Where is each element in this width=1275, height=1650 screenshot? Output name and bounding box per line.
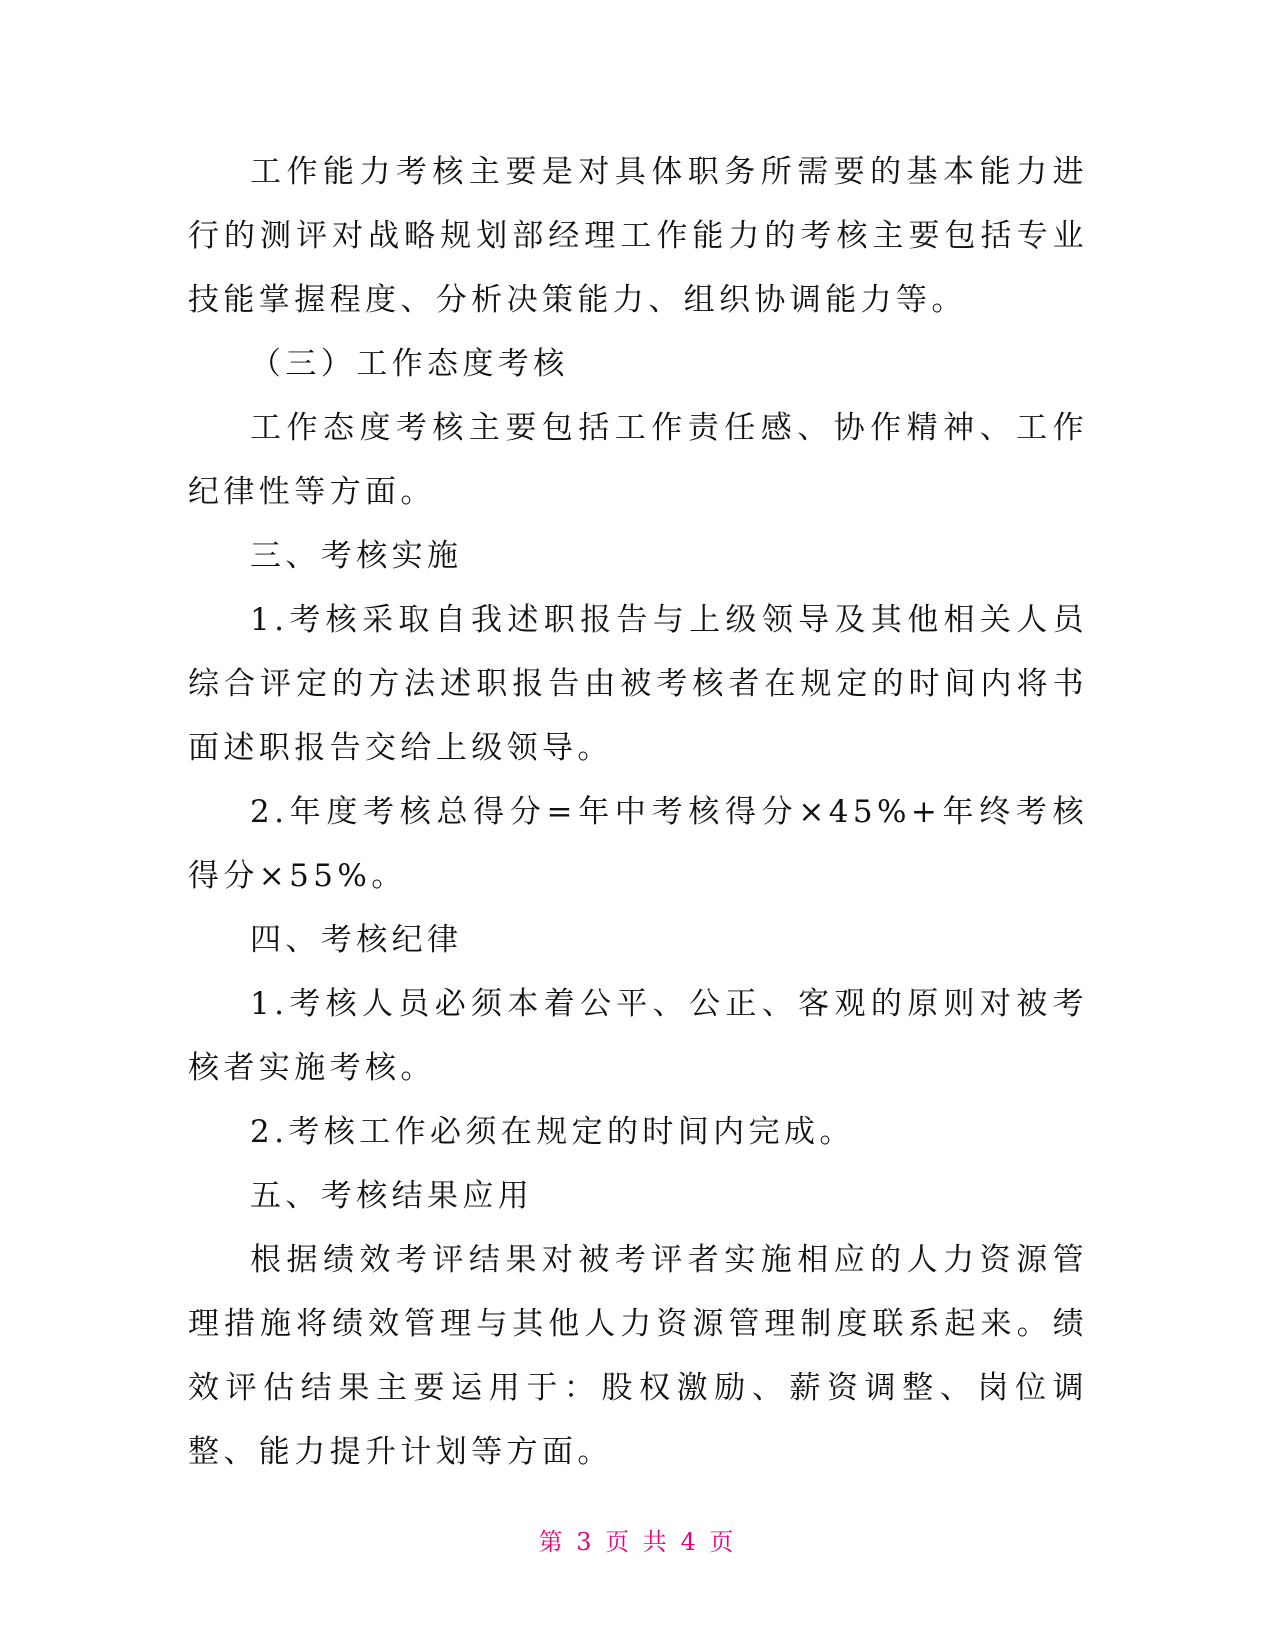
paragraph-work-attitude: 工作态度考核主要包括工作责任感、协作精神、工作纪律性等方面。	[188, 410, 1088, 510]
heading-discipline: 四、考核纪律	[250, 922, 463, 958]
paragraph-discipline-1: 1.考核人员必须本着公平、公正、客观的原则对被考核者实施考核。	[188, 986, 1088, 1086]
page-number-footer: 第 3 页 共 4 页	[538, 1528, 737, 1556]
document-body	[188, 140, 1088, 1484]
paragraph-implementation-2: 2.年度考核总得分=年中考核得分×45%+年终考核得分×55%。	[188, 794, 1088, 894]
heading-results-application: 五、考核结果应用	[250, 1178, 534, 1214]
paragraph-discipline-2: 2.考核工作必须在规定的时间内完成。	[250, 1114, 855, 1150]
paragraph-work-ability: 工作能力考核主要是对具体职务所需要的基本能力进行的测评对战略规划部经理工作能力的考核主要包括专业技能掌握程度、分析决策能力、组织协调能力等。	[188, 154, 1088, 318]
heading-implementation: 三、考核实施	[250, 538, 463, 574]
paragraph-implementation-1: 1.考核采取自我述职报告与上级领导及其他相关人员综合评定的方法述职报告由被考核者在规定的时间内将书面述职报告交给上级领导。	[188, 602, 1088, 766]
heading-work-attitude: （三）工作态度考核	[250, 346, 569, 382]
paragraph-results-application: 根据绩效考评结果对被考评者实施相应的人力资源管理措施将绩效管理与其他人力资源管理制度联系起来。绩效评估结果主要运用于：股权激励、薪资调整、岗位调整、能力提升计划等方面。	[188, 1242, 1088, 1470]
